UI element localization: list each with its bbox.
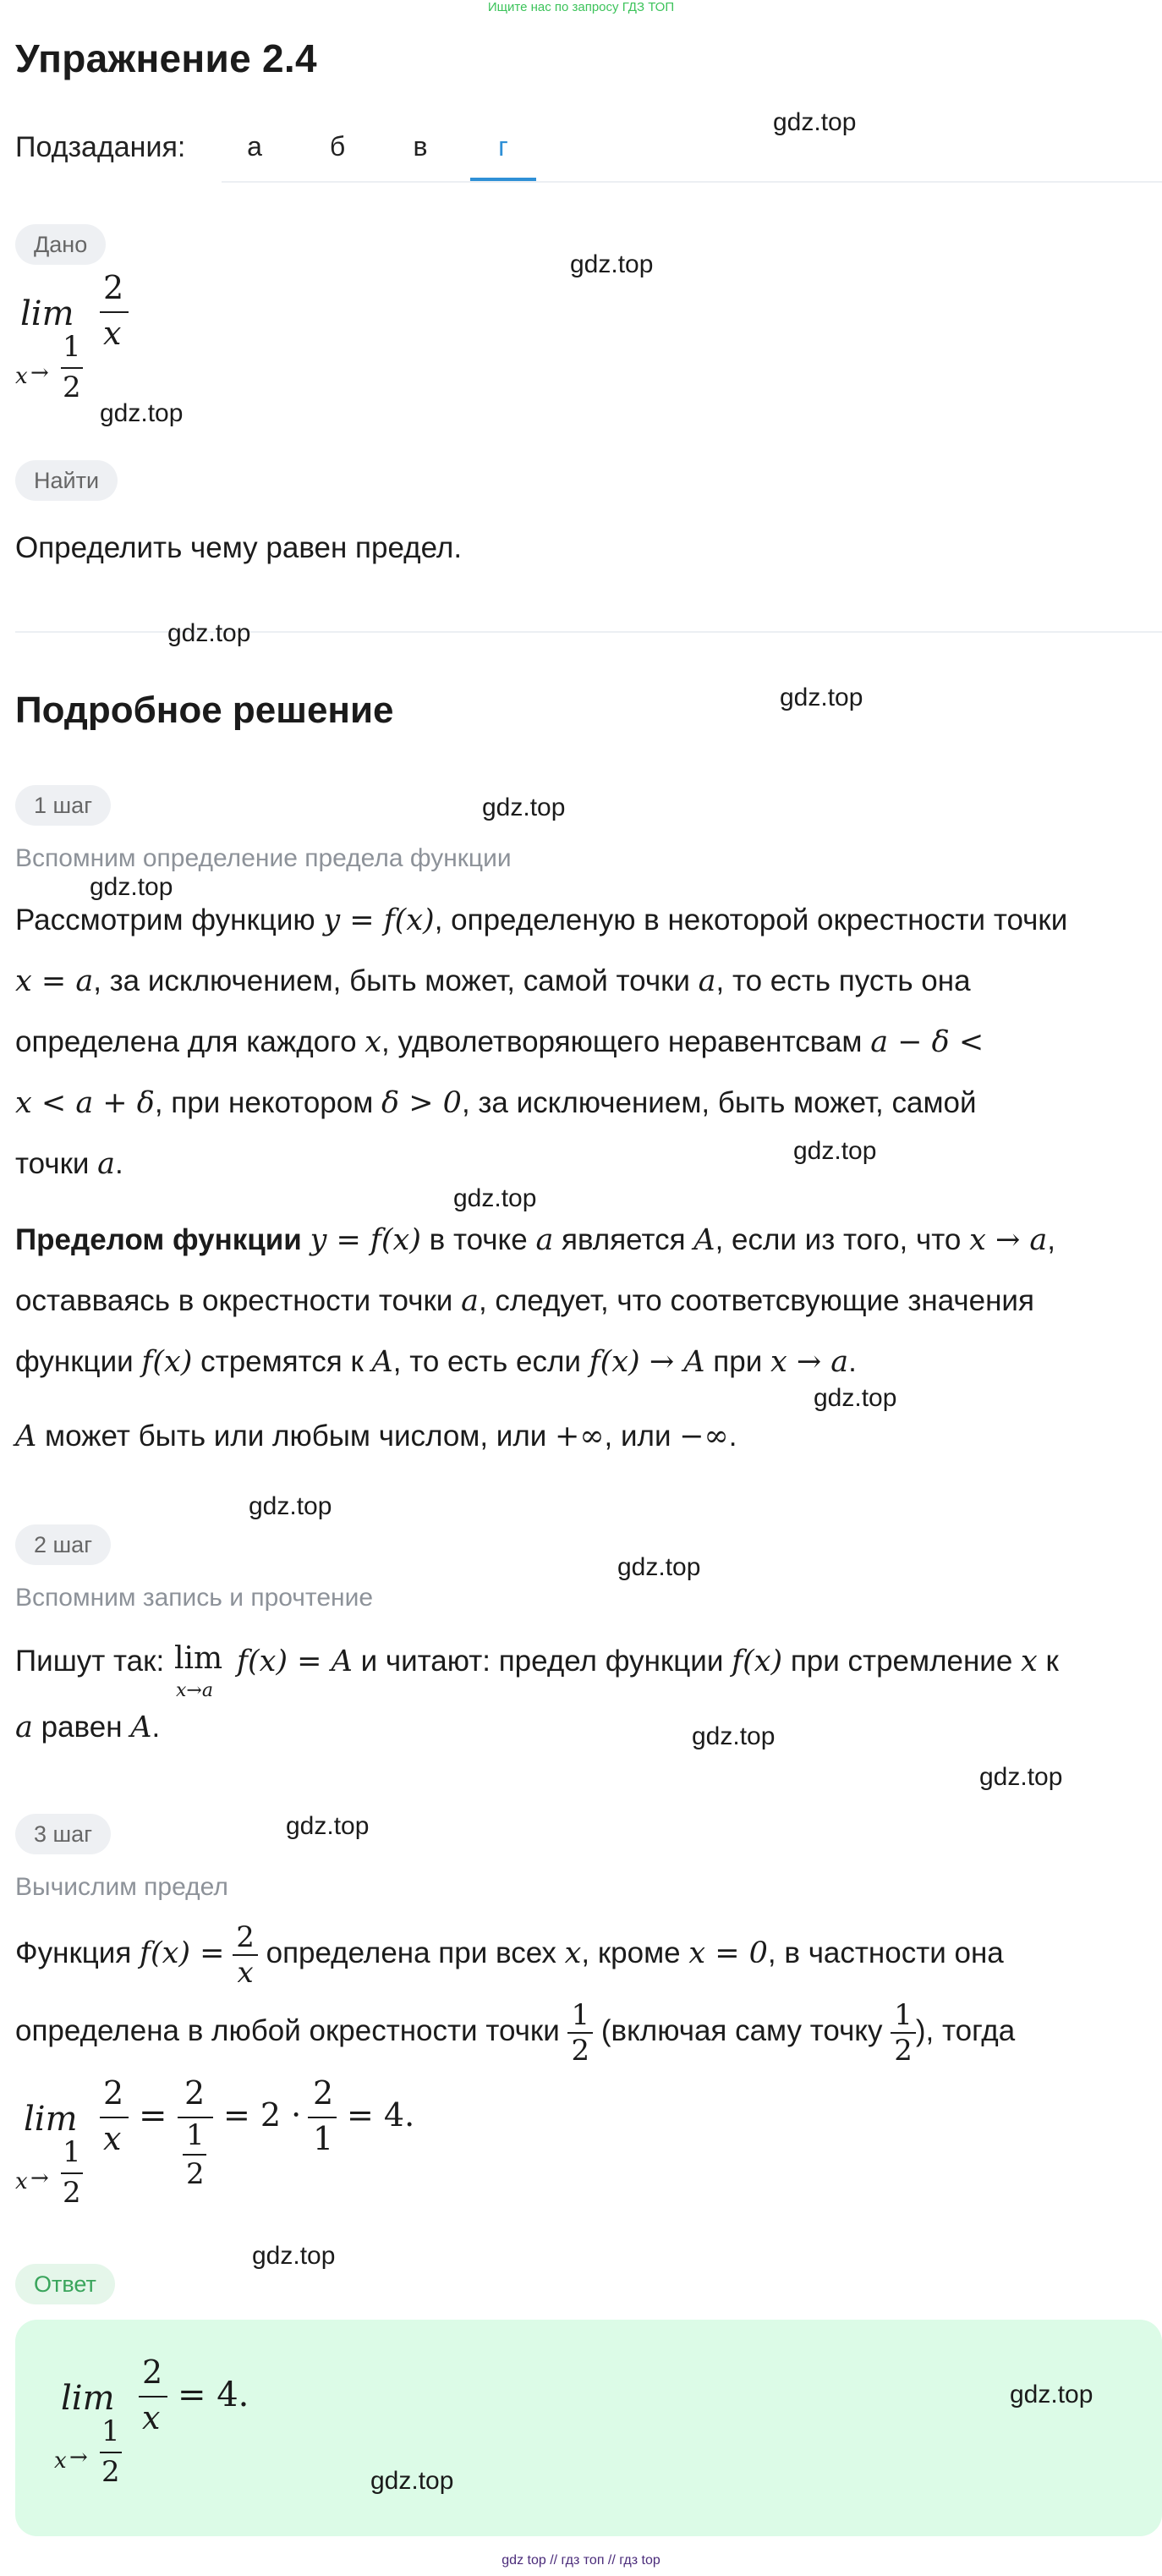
- watermark: gdz.top: [1010, 2381, 1093, 2408]
- watermark: gdz.top: [773, 108, 857, 136]
- watermark: gdz.top: [167, 619, 251, 647]
- watermark: gdz.top: [979, 1763, 1063, 1791]
- watermark: gdz.top: [90, 873, 173, 901]
- step3-line-1: Функция f(x) = $\frac{2}{x}$ определена при всех x, кроме x = 0, в частности она: [15, 1920, 1004, 1990]
- find-chip: Найти: [15, 460, 118, 501]
- step1-paragraph-2: Пределом функции y = f(x) в точке a является A, если из того, что x → a, оставваясь в окрестности точки a, следует, что соответсвующие значения функции f(x) стремятся к A, то есть если f(x) → A при x → a.: [15, 1223, 1055, 1379]
- solution-heading: Подробное решение: [15, 689, 394, 731]
- step3-calc: lim x → 1 2 2 x = 2 1 2 = 2 · 2 1 = 4.: [15, 2074, 415, 2210]
- step3-line-2: определена в любой окрестности точки $\frac{1}{2}$ (включая саму точку $\frac{1}{2}$ ), тогда: [15, 1997, 1016, 2068]
- footer: gdz top // гдз топ // гдз top: [502, 2553, 660, 2568]
- given-limit: [15, 269, 184, 421]
- step1-subtitle: Вспомним определение предела функции: [15, 844, 512, 872]
- watermark: gdz.top: [692, 1722, 776, 1750]
- given-sub-one: 1: [63, 330, 81, 364]
- tab-g[interactable]: г: [470, 127, 536, 181]
- step2-chip: 2 шаг: [15, 1524, 111, 1565]
- given-num: 2: [103, 269, 124, 306]
- given-sub-x: x: [15, 364, 28, 389]
- answer-box: [15, 2320, 1162, 2536]
- step3-half-2: $\frac{1}{2}$: [891, 1998, 916, 2068]
- subtasks-label: Подзадания:: [15, 131, 186, 163]
- watermark: gdz.top: [617, 1553, 701, 1581]
- given-bar: [100, 311, 129, 313]
- page-title: Упражнение 2.4: [15, 36, 317, 80]
- watermark: gdz.top: [286, 1812, 370, 1840]
- find-text: Определить чему равен предел.: [15, 531, 463, 564]
- given-sub-bar: [61, 367, 83, 369]
- step3-chip: 3 шаг: [15, 1814, 111, 1854]
- watermark: gdz.top: [252, 2242, 336, 2270]
- watermark: gdz.top: [780, 684, 863, 711]
- subtasks-tabs: [222, 127, 1162, 183]
- step3-fraction: $\frac{2}{x}$: [233, 1920, 258, 1990]
- watermark: gdz.top: [814, 1384, 897, 1412]
- watermark: gdz.top: [100, 399, 184, 427]
- step3-half-1: $\frac{1}{2}$: [567, 1998, 593, 2068]
- step1-paragraph-1: Рассмотрим функцию y = f(x), определеную в некоторой окрестности точки x = a, за исключением, быть может, самой точки a, то есть пусть она определена для каждого x, удволетворяющего неравентсвам a − δ < x < a + δ, при некотором δ > 0, за исключением, быть может, самой точки a.: [15, 904, 1068, 1181]
- given-den: x: [103, 315, 122, 352]
- tab-b[interactable]: б: [329, 131, 346, 162]
- step2-line-2: a равен A.: [15, 1711, 161, 1744]
- given-lim: lim: [20, 294, 74, 333]
- given-sub-two: 2: [63, 371, 81, 404]
- tab-v[interactable]: в: [413, 131, 428, 162]
- watermark: gdz.top: [793, 1137, 877, 1165]
- given-sub-arrow: →: [30, 360, 49, 386]
- step3-subtitle: Вычислим предел: [15, 1873, 228, 1901]
- given-chip: Дано: [15, 224, 106, 265]
- watermark: gdz.top: [482, 794, 566, 821]
- watermark: gdz.top: [249, 1492, 332, 1520]
- tab-a[interactable]: а: [247, 131, 262, 162]
- top-note: Ищите нас по запросу ГДЗ ТОП: [487, 0, 675, 14]
- watermark: gdz.top: [453, 1184, 537, 1212]
- step1-chip: 1 шаг: [15, 785, 111, 826]
- watermark: gdz.top: [570, 250, 654, 278]
- watermark: gdz.top: [370, 2467, 454, 2495]
- step2-line-1: Пишут так: lim x→a f(x) = A и читают: предел функции f(x) при стремление x к: [15, 1641, 1059, 1701]
- answer-chip: Ответ: [15, 2264, 115, 2304]
- step1-paragraph-3: A может быть или любым числом, или +∞, или −∞.: [15, 1420, 737, 1453]
- step2-subtitle: Вспомним запись и прочтение: [15, 1584, 374, 1612]
- answer-limit: lim x → 1 2 2 x = 4.: [54, 2354, 249, 2489]
